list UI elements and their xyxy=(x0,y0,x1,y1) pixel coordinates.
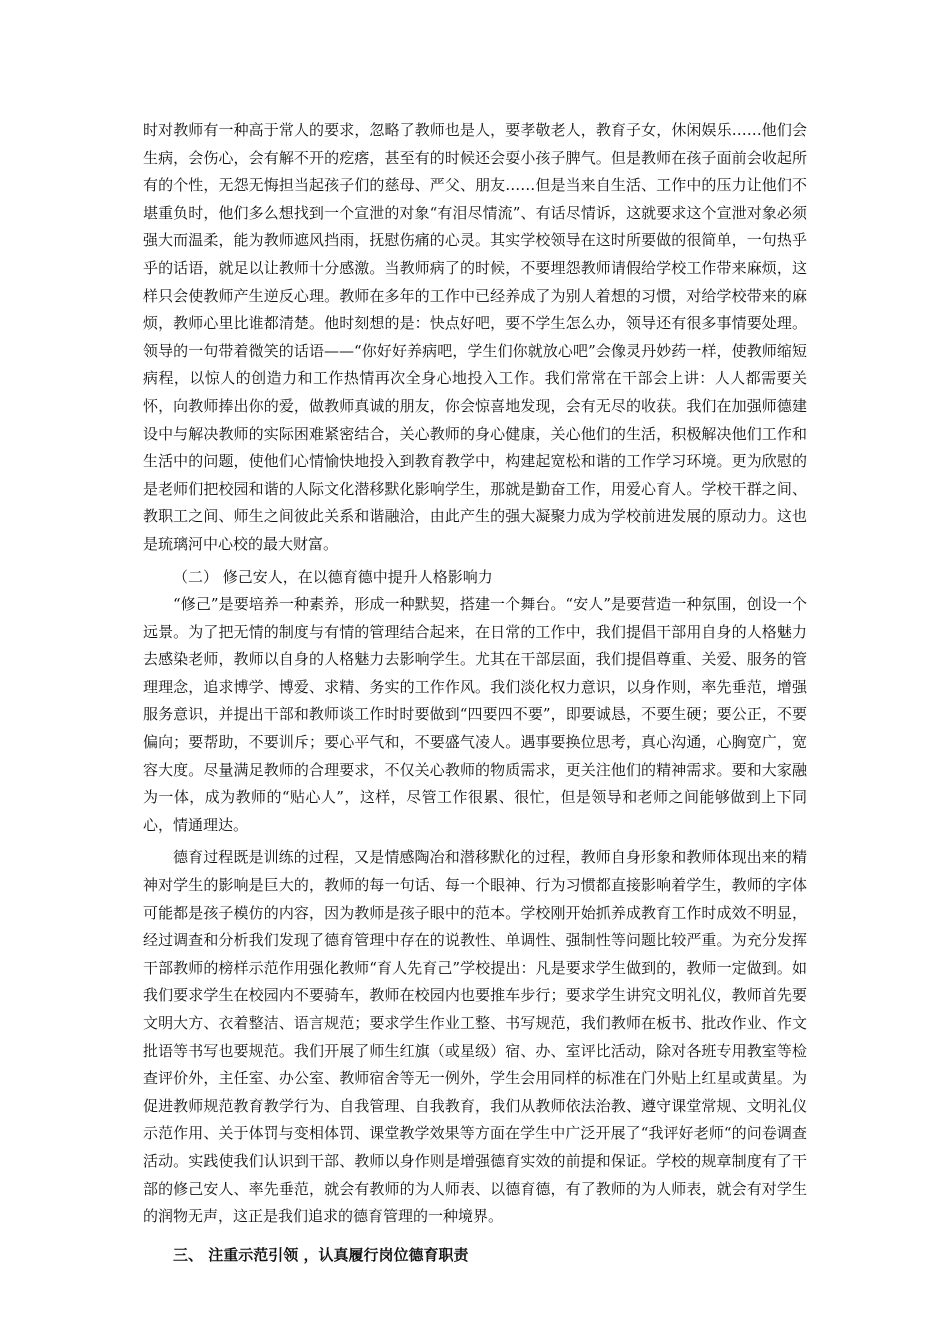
body-paragraph: 德育过程既是训练的过程，又是情感陶冶和潜移默化的过程，教师自身形象和教师体现出来的精神对学生的影响是巨大的，教师的每一句话、每一个眼神、行为习惯都直接影响着学生，教师的字体可能都是孩子模仿的内容，因为教师是孩子眼中的范本。学校刚开始抓养成教育工作时成效不明显，经过调查和分析我们发现了德育管理中存在的说教性、单调性、强制性等问题比较严重。为充分发挥干部教师的榜样示范作用强化教师“育人先育己”学校提出：凡是要求学生做到的，教师一定做到。如我们要求学生在校园内不要骑车，教师在校园内也要推车步行；要求学生讲究文明礼仪，教师首先要文明大方、衣着整洁、语言规范；要求学生作业工整、书写规范，我们教师在板书、批改作业、作文批语等书写也要规范。我们开展了师生红旗（或星级）宿、办、室评比活动，除对各班专用教室等检查评价外，主任室、办公室、教师宿舍等无一例外，学生会用同样的标准在门外贴上红星或黄星。为促进教师规范教育教学行为、自我管理、自我教育，我们从教师依法治教、遵守课堂常规、文明礼仪示范作用、关于体罚与变相体罚、课堂教学效果等方面在学生中广泛开展了“我评好老师“的问卷调查活动。实践使我们认识到干部、教师以身作则是增强德育实效的前提和保证。学校的规章制度有了干部的修己安人、率先垂范，就会有教师的为人师表、以德育德，有了教师的为人师表，就会有对学生的润物无声，这正是我们追求的德育管理的一种境界。 xyxy=(143,848,807,1226)
section-subheading: （二） 修己安人，在以德育德中提升人格影响力 xyxy=(173,567,493,586)
body-paragraph: 时对教师有一种高于常人的要求，忽略了教师也是人，要孝敬老人，教育子女，休闲娱乐……他们会生病，会伤心，会有解不开的疙瘩，甚至有的时候还会耍小孩子脾气。但是教师在孩子面前会收起所有的个性，无怨无悔担当起孩子们的慈母、严父、朋友……但是当来自生活、工作中的压力让他们不堪重负时，他们多么想找到一个宣泄的对象“有泪尽情流”、有话尽情诉，这就要求这个宣泄对象必须强大而温柔，能为教师遮风挡雨，抚慰伤痛的心灵。其实学校领导在这时所要做的很简单，一句热乎乎的话语，就足以让教师十分感激。当教师病了的时候，不要埋怨教师请假给学校工作带来麻烦，这样只会使教师产生逆反心理。教师在多年的工作中已经养成了为别人着想的习惯，对给学校带来的麻烦，教师心里比谁都清楚。他时刻想的是：快点好吧，要不学生怎么办，领导还有很多事情要处理。领导的一句带着微笑的话语——“你好好养病吧，学生们你就放心吧”会像灵丹妙药一样，使教师缩短病程，以惊人的创造力和工作热情再次全身心地投入工作。我们常常在干部会上讲：人人都需要关怀，向教师捧出你的爱，做教师真诚的朋友，你会惊喜地发现，会有无尽的收获。我们在加强师德建设中与解决教师的实际困难紧密结合，关心教师的身心健康，关心他们的生活，积极解决他们工作和生活中的问题，使他们心情愉快地投入到教育教学中，构建起宽松和谐的工作学习环境。更为欣慰的是老师们把校园和谐的人际文化潜移默化影响学生，那就是勤奋工作，用爱心育人。学校干群之间、教职工之间、师生之间彼此关系和谐融洽，由此产生的强大凝聚力成为学校前进发展的原动力。这也是琉璃河中心校的最大财富。 xyxy=(143,121,807,553)
document-body xyxy=(143,117,807,1269)
body-paragraph: “修己”是要培养一种素养，形成一种默契，搭建一个舞台。“安人”是要营造一种氛围，创设一个远景。为了把无情的制度与有情的管理结合起来，在日常的工作中，我们提倡干部用自身的人格魅力去感染老师，教师以自身的人格魅力去影响学生。尤其在干部层面，我们提倡尊重、关爱、服务的管理理念，追求博学、博爱、求精、务实的工作作风。我们淡化权力意识，以身作则，率先垂范，增强服务意识，并提出干部和教师谈工作时时要做到“四要四不要”，即要诚恳，不要生硬；要公正，不要偏向；要帮助，不要训斥；要心平气和，不要盛气凌人。遇事要换位思考，真心沟通，心胸宽广，宽容大度。尽量满足教师的合理要求，不仅关心教师的物质需求，更关注他们的精神需求。要和大家融为一体，成为教师的“贴心人”，这样，尽管工作很累、很忙，但是领导和老师之间能够做到上下同心，情通理达。 xyxy=(143,595,807,834)
section-heading: 三、 注重示范引领 ，认真履行岗位德育职责 xyxy=(173,1245,469,1264)
